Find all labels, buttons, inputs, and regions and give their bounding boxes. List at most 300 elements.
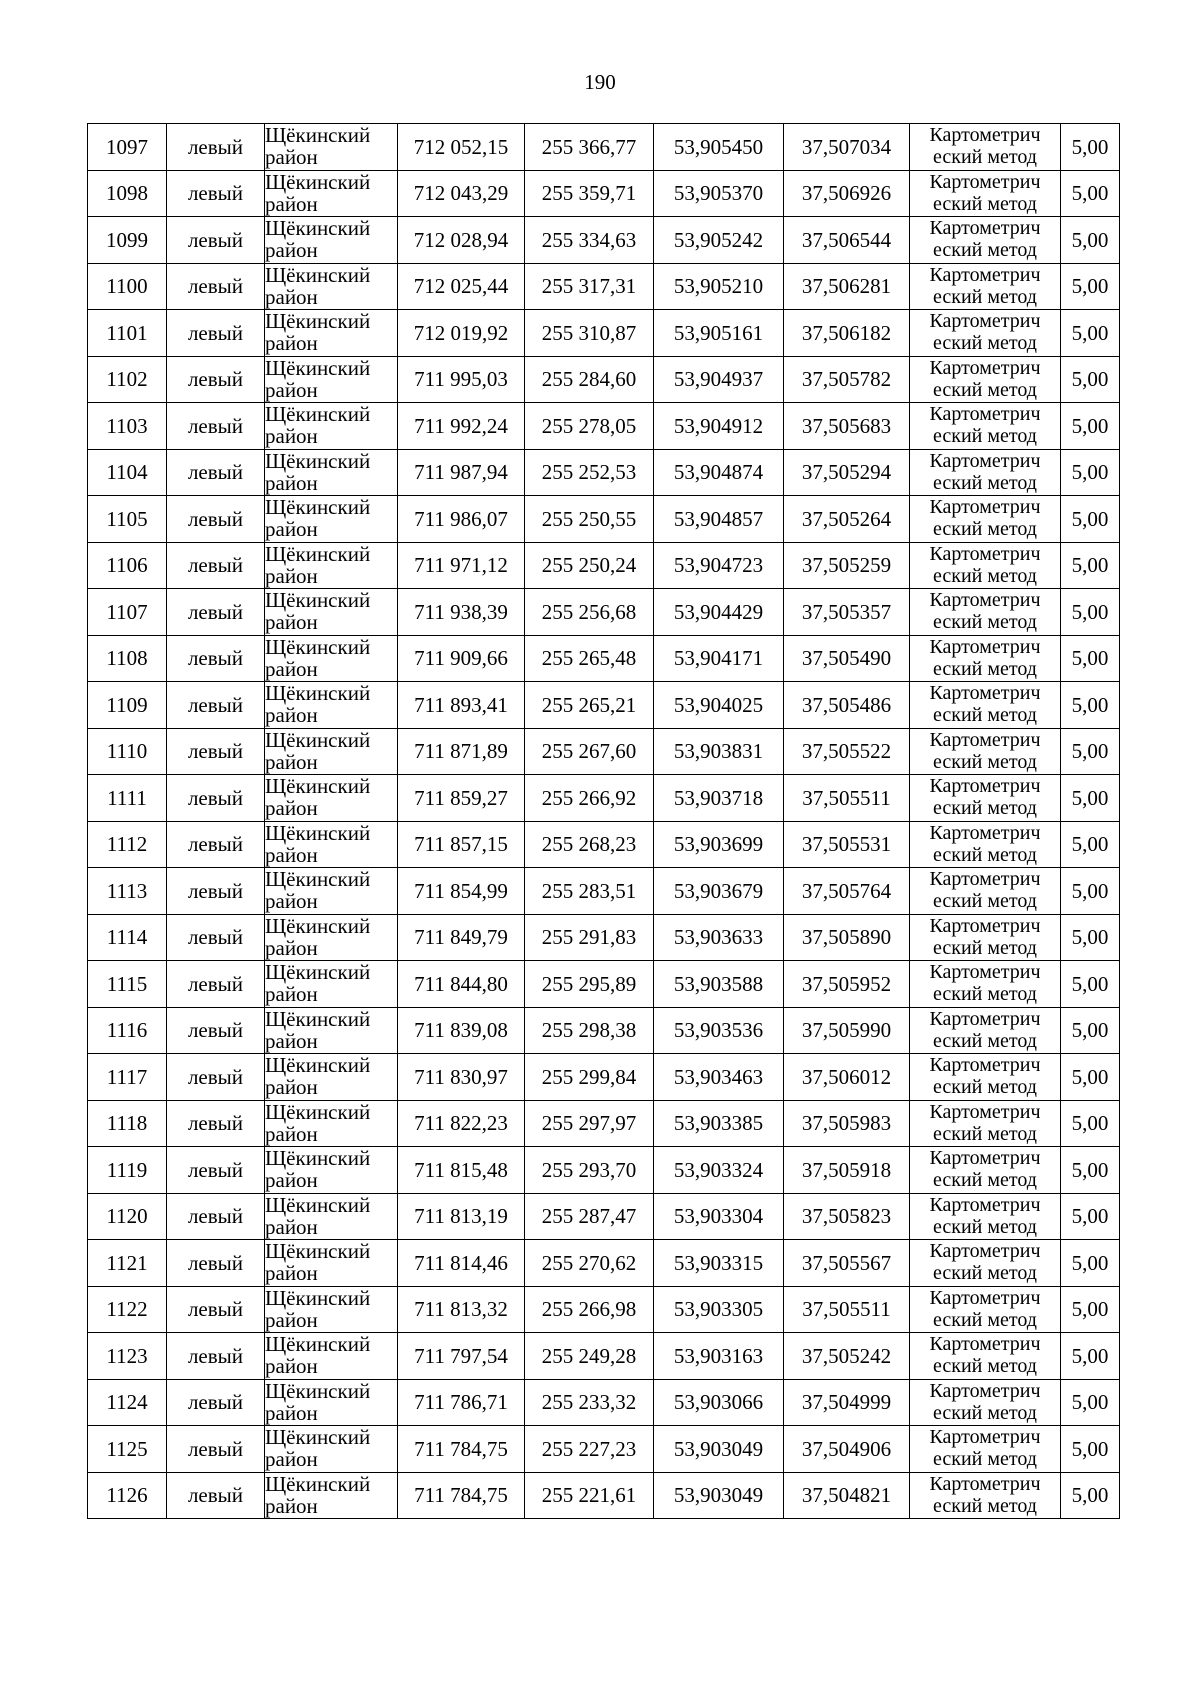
longitude-cell: 37,505782 (784, 356, 910, 403)
longitude-cell: 37,507034 (784, 124, 910, 171)
longitude-cell: 37,505764 (784, 868, 910, 915)
longitude-cell: 37,505357 (784, 589, 910, 636)
y-coordinate-cell: 255 295,89 (525, 961, 654, 1008)
latitude-cell: 53,903049 (654, 1472, 784, 1519)
latitude-cell: 53,905370 (654, 170, 784, 217)
point-number-cell: 1101 (88, 310, 167, 357)
y-coordinate-cell: 255 299,84 (525, 1054, 654, 1101)
district-cell: Щёкинский район (265, 728, 398, 775)
table-row (88, 1007, 1120, 1054)
side-cell: левый (167, 961, 265, 1008)
method-cell: Картометрич еский метод (910, 310, 1061, 357)
method-cell: Картометрич еский метод (910, 496, 1061, 543)
x-coordinate-cell: 711 995,03 (398, 356, 525, 403)
district-cell: Щёкинский район (265, 1333, 398, 1380)
x-coordinate-cell: 712 019,92 (398, 310, 525, 357)
x-coordinate-cell: 711 844,80 (398, 961, 525, 1008)
longitude-cell: 37,505531 (784, 821, 910, 868)
accuracy-cell: 5,00 (1061, 1333, 1120, 1380)
accuracy-cell: 5,00 (1061, 1193, 1120, 1240)
method-cell: Картометрич еский метод (910, 449, 1061, 496)
district-cell: Щёкинский район (265, 821, 398, 868)
side-cell: левый (167, 1472, 265, 1519)
district-cell: Щёкинский район (265, 775, 398, 822)
longitude-cell: 37,505522 (784, 728, 910, 775)
y-coordinate-cell: 255 293,70 (525, 1147, 654, 1194)
latitude-cell: 53,903305 (654, 1286, 784, 1333)
latitude-cell: 53,904025 (654, 682, 784, 729)
x-coordinate-cell: 711 938,39 (398, 589, 525, 636)
point-number-cell: 1110 (88, 728, 167, 775)
table-row (88, 728, 1120, 775)
district-cell: Щёкинский район (265, 868, 398, 915)
accuracy-cell: 5,00 (1061, 1240, 1120, 1287)
method-cell: Картометрич еский метод (910, 868, 1061, 915)
point-number-cell: 1121 (88, 1240, 167, 1287)
table-row (88, 1379, 1120, 1426)
table-row (88, 775, 1120, 822)
district-cell: Щёкинский район (265, 1426, 398, 1473)
district-cell: Щёкинский район (265, 682, 398, 729)
latitude-cell: 53,903463 (654, 1054, 784, 1101)
latitude-cell: 53,904429 (654, 589, 784, 636)
x-coordinate-cell: 711 871,89 (398, 728, 525, 775)
longitude-cell: 37,504999 (784, 1379, 910, 1426)
side-cell: левый (167, 356, 265, 403)
accuracy-cell: 5,00 (1061, 356, 1120, 403)
x-coordinate-cell: 711 813,32 (398, 1286, 525, 1333)
district-cell: Щёкинский район (265, 542, 398, 589)
y-coordinate-cell: 255 221,61 (525, 1472, 654, 1519)
point-number-cell: 1109 (88, 682, 167, 729)
y-coordinate-cell: 255 250,55 (525, 496, 654, 543)
x-coordinate-cell: 711 784,75 (398, 1426, 525, 1473)
point-number-cell: 1123 (88, 1333, 167, 1380)
point-number-cell: 1125 (88, 1426, 167, 1473)
y-coordinate-cell: 255 252,53 (525, 449, 654, 496)
x-coordinate-cell: 711 987,94 (398, 449, 525, 496)
latitude-cell: 53,904723 (654, 542, 784, 589)
longitude-cell: 37,506544 (784, 217, 910, 264)
longitude-cell: 37,505511 (784, 775, 910, 822)
accuracy-cell: 5,00 (1061, 821, 1120, 868)
y-coordinate-cell: 255 278,05 (525, 403, 654, 450)
side-cell: левый (167, 1054, 265, 1101)
district-cell: Щёкинский район (265, 589, 398, 636)
method-cell: Картометрич еский метод (910, 1100, 1061, 1147)
latitude-cell: 53,903066 (654, 1379, 784, 1426)
side-cell: левый (167, 775, 265, 822)
point-number-cell: 1106 (88, 542, 167, 589)
point-number-cell: 1124 (88, 1379, 167, 1426)
method-cell: Картометрич еский метод (910, 356, 1061, 403)
x-coordinate-cell: 712 043,29 (398, 170, 525, 217)
y-coordinate-cell: 255 270,62 (525, 1240, 654, 1287)
point-number-cell: 1120 (88, 1193, 167, 1240)
y-coordinate-cell: 255 249,28 (525, 1333, 654, 1380)
latitude-cell: 53,903536 (654, 1007, 784, 1054)
method-cell: Картометрич еский метод (910, 635, 1061, 682)
accuracy-cell: 5,00 (1061, 310, 1120, 357)
y-coordinate-cell: 255 297,97 (525, 1100, 654, 1147)
side-cell: левый (167, 170, 265, 217)
table-row (88, 1333, 1120, 1380)
point-number-cell: 1111 (88, 775, 167, 822)
latitude-cell: 53,903699 (654, 821, 784, 868)
point-number-cell: 1108 (88, 635, 167, 682)
longitude-cell: 37,505952 (784, 961, 910, 1008)
x-coordinate-cell: 712 025,44 (398, 263, 525, 310)
accuracy-cell: 5,00 (1061, 728, 1120, 775)
y-coordinate-cell: 255 266,92 (525, 775, 654, 822)
y-coordinate-cell: 255 287,47 (525, 1193, 654, 1240)
latitude-cell: 53,903831 (654, 728, 784, 775)
point-number-cell: 1118 (88, 1100, 167, 1147)
district-cell: Щёкинский район (265, 356, 398, 403)
y-coordinate-cell: 255 233,32 (525, 1379, 654, 1426)
y-coordinate-cell: 255 265,48 (525, 635, 654, 682)
district-cell: Щёкинский район (265, 1240, 398, 1287)
latitude-cell: 53,903633 (654, 914, 784, 961)
method-cell: Картометрич еский метод (910, 217, 1061, 264)
accuracy-cell: 5,00 (1061, 496, 1120, 543)
method-cell: Картометрич еский метод (910, 961, 1061, 1008)
method-cell: Картометрич еский метод (910, 914, 1061, 961)
latitude-cell: 53,905210 (654, 263, 784, 310)
side-cell: левый (167, 589, 265, 636)
side-cell: левый (167, 1286, 265, 1333)
side-cell: левый (167, 1240, 265, 1287)
table-row (88, 170, 1120, 217)
method-cell: Картометрич еский метод (910, 1426, 1061, 1473)
coordinates-table (87, 123, 1120, 1519)
method-cell: Картометрич еский метод (910, 1147, 1061, 1194)
table-row (88, 1426, 1120, 1473)
longitude-cell: 37,506926 (784, 170, 910, 217)
method-cell: Картометрич еский метод (910, 1472, 1061, 1519)
longitude-cell: 37,505983 (784, 1100, 910, 1147)
table-row (88, 496, 1120, 543)
method-cell: Картометрич еский метод (910, 682, 1061, 729)
x-coordinate-cell: 711 814,46 (398, 1240, 525, 1287)
accuracy-cell: 5,00 (1061, 868, 1120, 915)
district-cell: Щёкинский район (265, 449, 398, 496)
accuracy-cell: 5,00 (1061, 1379, 1120, 1426)
longitude-cell: 37,505294 (784, 449, 910, 496)
y-coordinate-cell: 255 359,71 (525, 170, 654, 217)
y-coordinate-cell: 255 266,98 (525, 1286, 654, 1333)
table-row (88, 356, 1120, 403)
side-cell: левый (167, 1147, 265, 1194)
y-coordinate-cell: 255 265,21 (525, 682, 654, 729)
method-cell: Картометрич еский метод (910, 775, 1061, 822)
district-cell: Щёкинский район (265, 635, 398, 682)
table-row (88, 682, 1120, 729)
longitude-cell: 37,505918 (784, 1147, 910, 1194)
latitude-cell: 53,903163 (654, 1333, 784, 1380)
accuracy-cell: 5,00 (1061, 635, 1120, 682)
side-cell: левый (167, 1333, 265, 1380)
side-cell: левый (167, 1100, 265, 1147)
x-coordinate-cell: 711 849,79 (398, 914, 525, 961)
method-cell: Картометрич еский метод (910, 542, 1061, 589)
y-coordinate-cell: 255 283,51 (525, 868, 654, 915)
y-coordinate-cell: 255 227,23 (525, 1426, 654, 1473)
method-cell: Картометрич еский метод (910, 124, 1061, 171)
point-number-cell: 1126 (88, 1472, 167, 1519)
latitude-cell: 53,903049 (654, 1426, 784, 1473)
accuracy-cell: 5,00 (1061, 1286, 1120, 1333)
side-cell: левый (167, 310, 265, 357)
side-cell: левый (167, 821, 265, 868)
accuracy-cell: 5,00 (1061, 589, 1120, 636)
longitude-cell: 37,506281 (784, 263, 910, 310)
x-coordinate-cell: 711 893,41 (398, 682, 525, 729)
accuracy-cell: 5,00 (1061, 1007, 1120, 1054)
y-coordinate-cell: 255 267,60 (525, 728, 654, 775)
side-cell: левый (167, 728, 265, 775)
x-coordinate-cell: 711 992,24 (398, 403, 525, 450)
y-coordinate-cell: 255 317,31 (525, 263, 654, 310)
y-coordinate-cell: 255 256,68 (525, 589, 654, 636)
district-cell: Щёкинский район (265, 263, 398, 310)
point-number-cell: 1116 (88, 1007, 167, 1054)
accuracy-cell: 5,00 (1061, 449, 1120, 496)
table-row (88, 124, 1120, 171)
latitude-cell: 53,903385 (654, 1100, 784, 1147)
accuracy-cell: 5,00 (1061, 1100, 1120, 1147)
accuracy-cell: 5,00 (1061, 914, 1120, 961)
side-cell: левый (167, 1007, 265, 1054)
method-cell: Картометрич еский метод (910, 589, 1061, 636)
longitude-cell: 37,505490 (784, 635, 910, 682)
accuracy-cell: 5,00 (1061, 1472, 1120, 1519)
district-cell: Щёкинский район (265, 1147, 398, 1194)
district-cell: Щёкинский район (265, 403, 398, 450)
method-cell: Картометрич еский метод (910, 403, 1061, 450)
point-number-cell: 1100 (88, 263, 167, 310)
point-number-cell: 1107 (88, 589, 167, 636)
side-cell: левый (167, 914, 265, 961)
x-coordinate-cell: 711 822,23 (398, 1100, 525, 1147)
table-row (88, 868, 1120, 915)
point-number-cell: 1122 (88, 1286, 167, 1333)
x-coordinate-cell: 711 784,75 (398, 1472, 525, 1519)
side-cell: левый (167, 542, 265, 589)
point-number-cell: 1097 (88, 124, 167, 171)
method-cell: Картометрич еский метод (910, 1193, 1061, 1240)
latitude-cell: 53,903679 (654, 868, 784, 915)
table-row (88, 1147, 1120, 1194)
table-row (88, 914, 1120, 961)
method-cell: Картометрич еский метод (910, 821, 1061, 868)
latitude-cell: 53,904171 (654, 635, 784, 682)
latitude-cell: 53,903324 (654, 1147, 784, 1194)
district-cell: Щёкинский район (265, 961, 398, 1008)
y-coordinate-cell: 255 291,83 (525, 914, 654, 961)
accuracy-cell: 5,00 (1061, 403, 1120, 450)
latitude-cell: 53,905242 (654, 217, 784, 264)
point-number-cell: 1119 (88, 1147, 167, 1194)
point-number-cell: 1112 (88, 821, 167, 868)
table-row (88, 961, 1120, 1008)
method-cell: Картометрич еский метод (910, 170, 1061, 217)
longitude-cell: 37,505567 (784, 1240, 910, 1287)
district-cell: Щёкинский район (265, 1286, 398, 1333)
longitude-cell: 37,505264 (784, 496, 910, 543)
x-coordinate-cell: 711 971,12 (398, 542, 525, 589)
table-row (88, 1240, 1120, 1287)
district-cell: Щёкинский район (265, 1007, 398, 1054)
longitude-cell: 37,504906 (784, 1426, 910, 1473)
table-row (88, 1286, 1120, 1333)
table-row (88, 217, 1120, 264)
accuracy-cell: 5,00 (1061, 775, 1120, 822)
table-body (88, 124, 1120, 1519)
district-cell: Щёкинский район (265, 170, 398, 217)
district-cell: Щёкинский район (265, 1054, 398, 1101)
y-coordinate-cell: 255 250,24 (525, 542, 654, 589)
point-number-cell: 1102 (88, 356, 167, 403)
point-number-cell: 1103 (88, 403, 167, 450)
x-coordinate-cell: 711 857,15 (398, 821, 525, 868)
x-coordinate-cell: 711 797,54 (398, 1333, 525, 1380)
side-cell: левый (167, 449, 265, 496)
table-row (88, 589, 1120, 636)
point-number-cell: 1117 (88, 1054, 167, 1101)
x-coordinate-cell: 712 028,94 (398, 217, 525, 264)
side-cell: левый (167, 1193, 265, 1240)
side-cell: левый (167, 682, 265, 729)
latitude-cell: 53,903588 (654, 961, 784, 1008)
table-row (88, 310, 1120, 357)
point-number-cell: 1099 (88, 217, 167, 264)
longitude-cell: 37,505511 (784, 1286, 910, 1333)
table-row (88, 263, 1120, 310)
accuracy-cell: 5,00 (1061, 124, 1120, 171)
y-coordinate-cell: 255 298,38 (525, 1007, 654, 1054)
accuracy-cell: 5,00 (1061, 1426, 1120, 1473)
longitude-cell: 37,504821 (784, 1472, 910, 1519)
table-row (88, 1193, 1120, 1240)
point-number-cell: 1098 (88, 170, 167, 217)
district-cell: Щёкинский район (265, 1100, 398, 1147)
method-cell: Картометрич еский метод (910, 1333, 1061, 1380)
x-coordinate-cell: 711 786,71 (398, 1379, 525, 1426)
district-cell: Щёкинский район (265, 1472, 398, 1519)
latitude-cell: 53,905161 (654, 310, 784, 357)
table-row (88, 403, 1120, 450)
longitude-cell: 37,506182 (784, 310, 910, 357)
latitude-cell: 53,904857 (654, 496, 784, 543)
y-coordinate-cell: 255 284,60 (525, 356, 654, 403)
accuracy-cell: 5,00 (1061, 961, 1120, 1008)
x-coordinate-cell: 712 052,15 (398, 124, 525, 171)
longitude-cell: 37,505890 (784, 914, 910, 961)
point-number-cell: 1105 (88, 496, 167, 543)
district-cell: Щёкинский район (265, 1193, 398, 1240)
latitude-cell: 53,905450 (654, 124, 784, 171)
x-coordinate-cell: 711 839,08 (398, 1007, 525, 1054)
y-coordinate-cell: 255 268,23 (525, 821, 654, 868)
x-coordinate-cell: 711 986,07 (398, 496, 525, 543)
x-coordinate-cell: 711 830,97 (398, 1054, 525, 1101)
latitude-cell: 53,903718 (654, 775, 784, 822)
accuracy-cell: 5,00 (1061, 1054, 1120, 1101)
y-coordinate-cell: 255 310,87 (525, 310, 654, 357)
accuracy-cell: 5,00 (1061, 170, 1120, 217)
table-row (88, 635, 1120, 682)
longitude-cell: 37,505242 (784, 1333, 910, 1380)
table-row (88, 1054, 1120, 1101)
x-coordinate-cell: 711 909,66 (398, 635, 525, 682)
method-cell: Картометрич еский метод (910, 728, 1061, 775)
x-coordinate-cell: 711 815,48 (398, 1147, 525, 1194)
side-cell: левый (167, 868, 265, 915)
longitude-cell: 37,505683 (784, 403, 910, 450)
y-coordinate-cell: 255 366,77 (525, 124, 654, 171)
method-cell: Картометрич еский метод (910, 1240, 1061, 1287)
method-cell: Картометрич еский метод (910, 263, 1061, 310)
point-number-cell: 1113 (88, 868, 167, 915)
page-number: 190 (584, 70, 616, 94)
district-cell: Щёкинский район (265, 124, 398, 171)
method-cell: Картометрич еский метод (910, 1054, 1061, 1101)
side-cell: левый (167, 217, 265, 264)
table-row (88, 1472, 1120, 1519)
accuracy-cell: 5,00 (1061, 217, 1120, 264)
accuracy-cell: 5,00 (1061, 263, 1120, 310)
latitude-cell: 53,904937 (654, 356, 784, 403)
latitude-cell: 53,904912 (654, 403, 784, 450)
x-coordinate-cell: 711 859,27 (398, 775, 525, 822)
side-cell: левый (167, 1426, 265, 1473)
district-cell: Щёкинский район (265, 914, 398, 961)
longitude-cell: 37,505990 (784, 1007, 910, 1054)
point-number-cell: 1104 (88, 449, 167, 496)
latitude-cell: 53,904874 (654, 449, 784, 496)
side-cell: левый (167, 124, 265, 171)
longitude-cell: 37,506012 (784, 1054, 910, 1101)
side-cell: левый (167, 635, 265, 682)
accuracy-cell: 5,00 (1061, 1147, 1120, 1194)
longitude-cell: 37,505259 (784, 542, 910, 589)
district-cell: Щёкинский район (265, 496, 398, 543)
accuracy-cell: 5,00 (1061, 682, 1120, 729)
table-row (88, 449, 1120, 496)
point-number-cell: 1115 (88, 961, 167, 1008)
side-cell: левый (167, 403, 265, 450)
latitude-cell: 53,903304 (654, 1193, 784, 1240)
point-number-cell: 1114 (88, 914, 167, 961)
longitude-cell: 37,505823 (784, 1193, 910, 1240)
latitude-cell: 53,903315 (654, 1240, 784, 1287)
side-cell: левый (167, 263, 265, 310)
method-cell: Картометрич еский метод (910, 1379, 1061, 1426)
side-cell: левый (167, 1379, 265, 1426)
table-row (88, 1100, 1120, 1147)
longitude-cell: 37,505486 (784, 682, 910, 729)
accuracy-cell: 5,00 (1061, 542, 1120, 589)
x-coordinate-cell: 711 854,99 (398, 868, 525, 915)
x-coordinate-cell: 711 813,19 (398, 1193, 525, 1240)
district-cell: Щёкинский район (265, 217, 398, 264)
district-cell: Щёкинский район (265, 310, 398, 357)
table-row (88, 542, 1120, 589)
side-cell: левый (167, 496, 265, 543)
table-row (88, 821, 1120, 868)
method-cell: Картометрич еский метод (910, 1286, 1061, 1333)
